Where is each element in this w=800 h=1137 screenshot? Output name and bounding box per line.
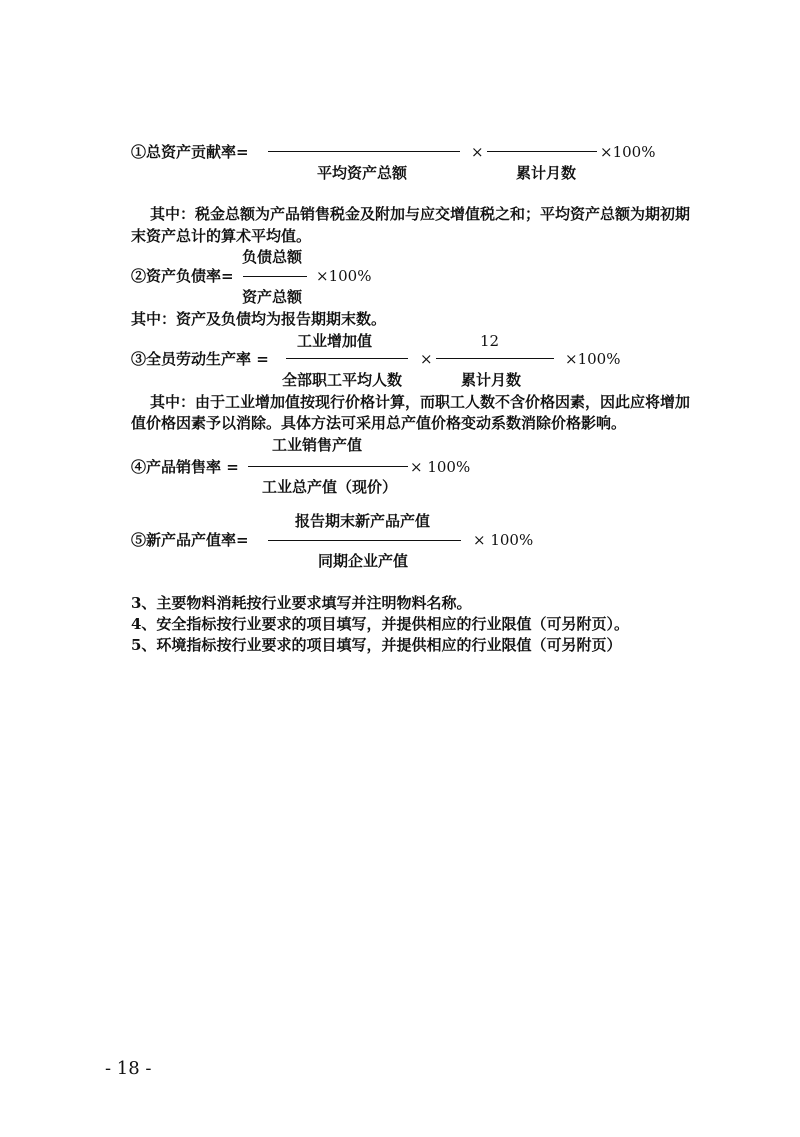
formula-3-percent: ×100% xyxy=(565,350,621,368)
formula-4-fraction-bar xyxy=(248,466,408,467)
formula-1-percent: ×100% xyxy=(600,143,656,161)
list-item: 3、主要物料消耗按行业要求填写并注明物料名称。 xyxy=(131,594,472,612)
formula-5-denominator: 同期企业产值 xyxy=(318,552,409,570)
formula-5-percent: × 100% xyxy=(473,531,534,549)
formula-2-numerator: 负债总额 xyxy=(242,248,303,266)
formula-3-label: ③全员劳动生产率 = xyxy=(131,350,269,368)
formula-5-numerator: 报告期末新产品产值 xyxy=(295,512,431,530)
formula-3-denominator-b: 累计月数 xyxy=(461,371,522,389)
note-1-line-1: 其中：税金总额为产品销售税金及附加与应交增值税之和；平均资产总额为期初期 xyxy=(150,205,691,223)
note-2: 其中：资产及负债均为报告期期末数。 xyxy=(131,310,387,328)
formula-4-percent: × 100% xyxy=(410,458,471,476)
list-item: 4、安全指标按行业要求的项目填写，并提供相应的行业限值（可另附页）。 xyxy=(131,615,629,633)
formula-1-label: ①总资产贡献率= xyxy=(131,143,249,161)
formula-4-label: ④产品销售率 = xyxy=(131,458,239,476)
formula-1-denominator-b: 累计月数 xyxy=(516,164,577,182)
formula-5-label: ⑤新产品产值率= xyxy=(131,531,249,549)
formula-1-fraction-bar-b xyxy=(487,151,597,152)
formula-4-numerator: 工业销售产值 xyxy=(272,436,363,454)
formula-2-label: ②资产负债率= xyxy=(131,267,234,285)
formula-1-times: × xyxy=(471,143,484,161)
formula-3-denominator-a: 全部职工平均人数 xyxy=(282,371,403,389)
formula-2-percent: ×100% xyxy=(316,267,372,285)
formula-3-fraction-bar-b xyxy=(436,358,554,359)
note-3-line-2: 值价格因素予以消除。具体方法可采用总产值价格变动系数消除价格影响。 xyxy=(131,414,627,432)
formula-3-numerator-b: 12 xyxy=(480,332,500,350)
formula-3-times: × xyxy=(420,350,433,368)
note-1-line-2: 末资产总计的算术平均值。 xyxy=(131,227,312,245)
formula-3-fraction-bar-a xyxy=(286,358,408,359)
formula-4-denominator: 工业总产值（现价） xyxy=(262,478,398,496)
formula-3-numerator-a: 工业增加值 xyxy=(297,332,373,350)
list-item: 5、环境指标按行业要求的项目填写，并提供相应的行业限值（可另附页） xyxy=(131,636,622,654)
formula-2-fraction-bar xyxy=(243,276,307,277)
formula-5-fraction-bar xyxy=(268,540,461,541)
formula-1-denominator-a: 平均资产总额 xyxy=(317,164,408,182)
note-3-line-1: 其中：由于工业增加值按现行价格计算，而职工人数不含价格因素，因此应将增加 xyxy=(150,393,691,411)
formula-2-denominator: 资产总额 xyxy=(242,288,303,306)
page-number: - 18 - xyxy=(105,1058,152,1079)
formula-1-fraction-bar-a xyxy=(268,151,460,152)
